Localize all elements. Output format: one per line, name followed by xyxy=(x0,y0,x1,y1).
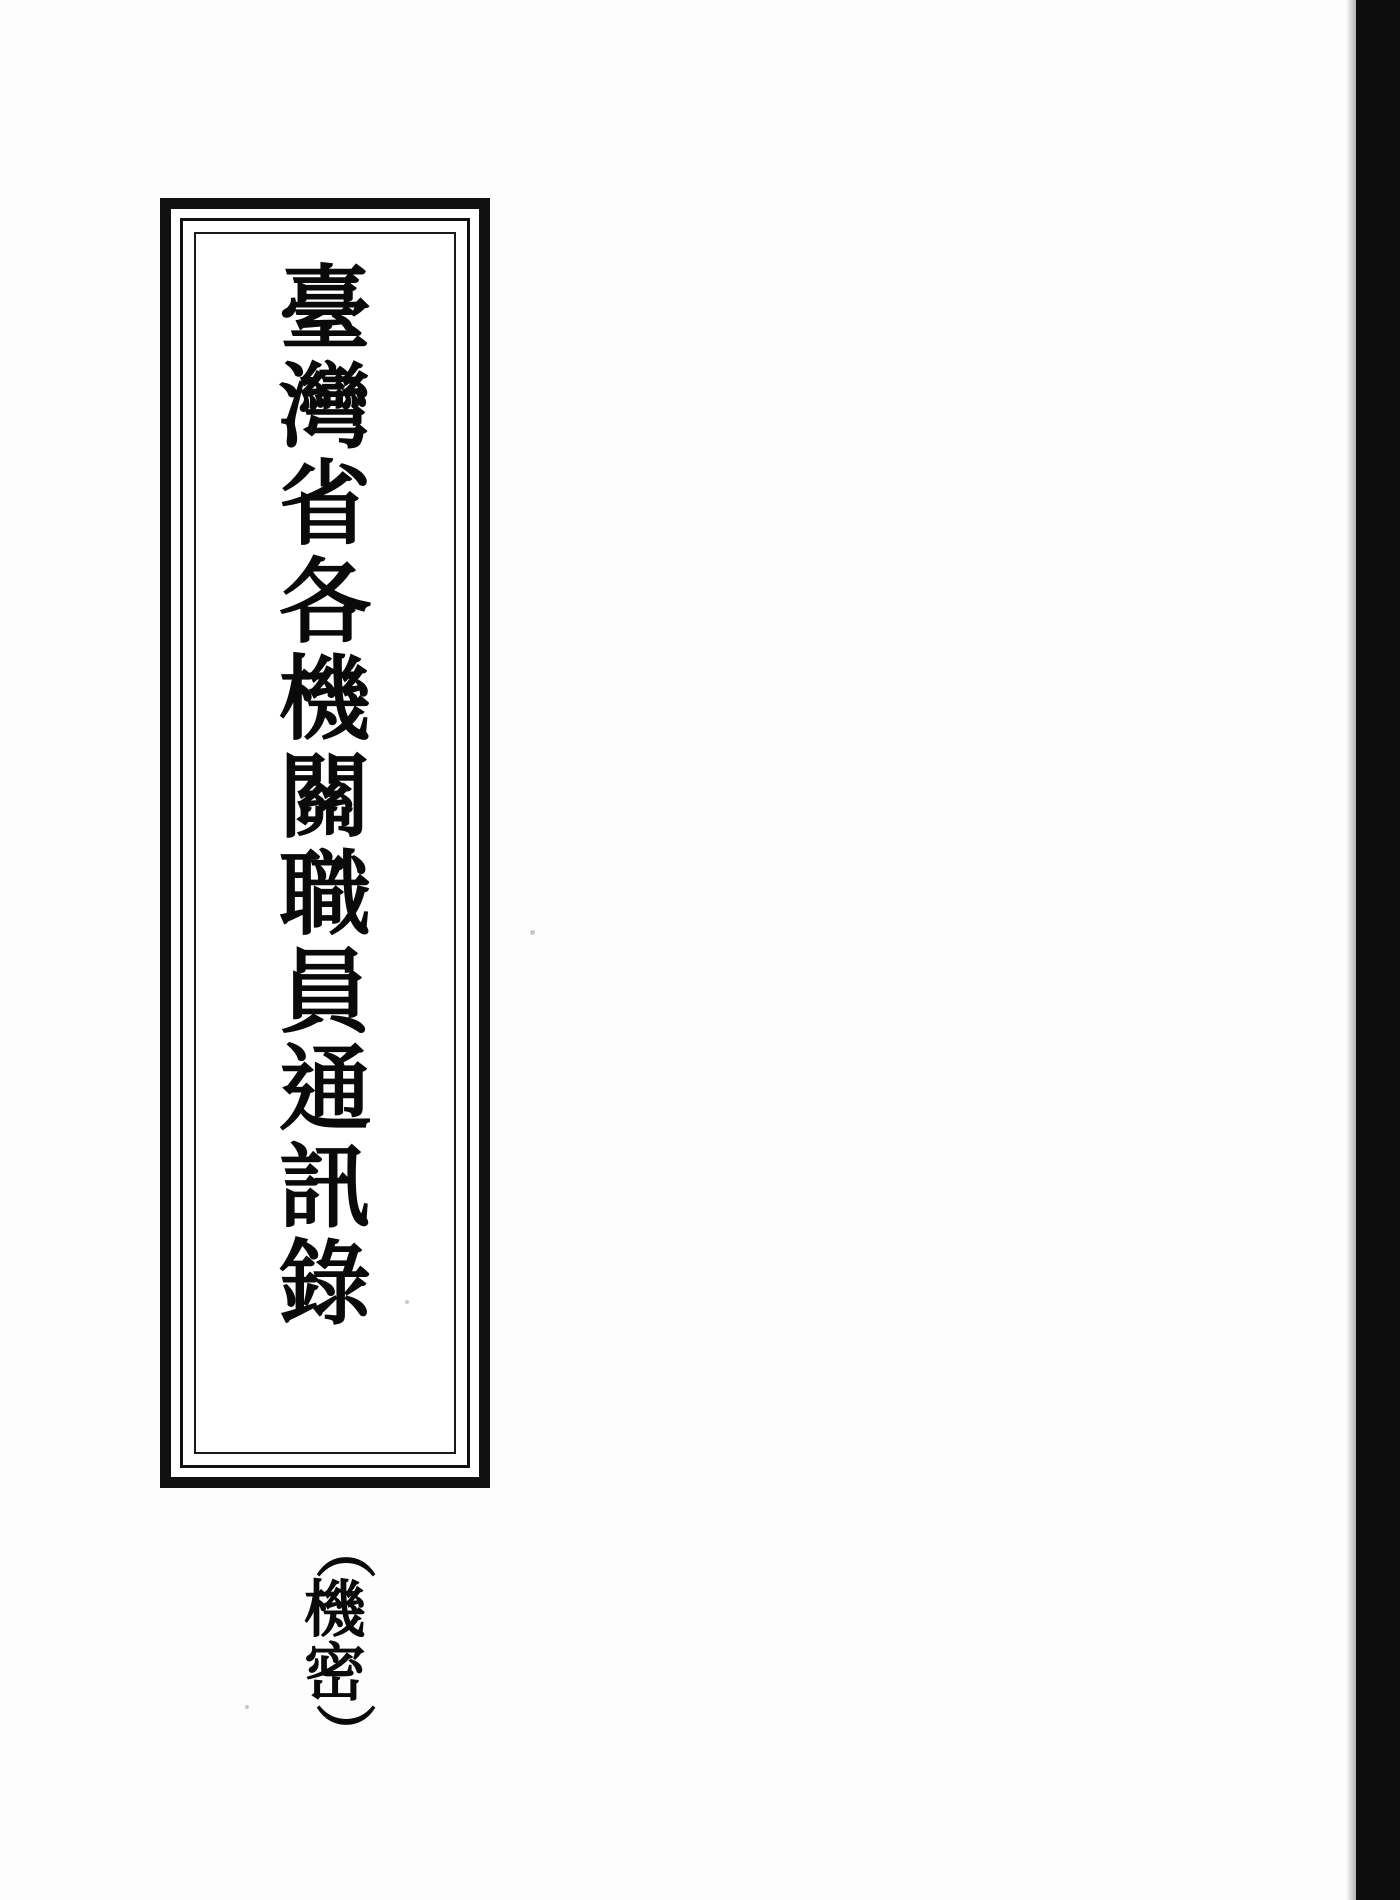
scan-gutter xyxy=(1356,0,1400,1900)
title-char: 灣 xyxy=(278,352,371,461)
title-char: 錄 xyxy=(278,1230,371,1339)
page-title xyxy=(171,209,479,1477)
classification-close-paren: ） xyxy=(308,1703,378,1764)
title-char: 訊 xyxy=(278,1132,371,1241)
scan-speckle xyxy=(405,1300,409,1304)
title-char: 關 xyxy=(278,742,371,851)
title-border-frame xyxy=(160,198,490,1488)
scan-speckle xyxy=(530,930,535,935)
title-char: 職 xyxy=(278,840,371,949)
title-char: 臺 xyxy=(278,255,371,363)
classification-open-paren: （ xyxy=(308,1519,378,1579)
title-char: 機 xyxy=(278,645,371,754)
classification-char: 機 xyxy=(303,1573,366,1646)
classification-badge xyxy=(255,1520,415,1762)
classification-char: 密 xyxy=(303,1636,366,1710)
title-char: 通 xyxy=(278,1035,371,1144)
title-char: 各 xyxy=(278,547,371,656)
scan-speckle xyxy=(245,1705,249,1709)
scan-gutter-shadow xyxy=(1346,0,1356,1900)
title-char: 省 xyxy=(278,450,371,559)
title-char: 員 xyxy=(278,937,371,1046)
